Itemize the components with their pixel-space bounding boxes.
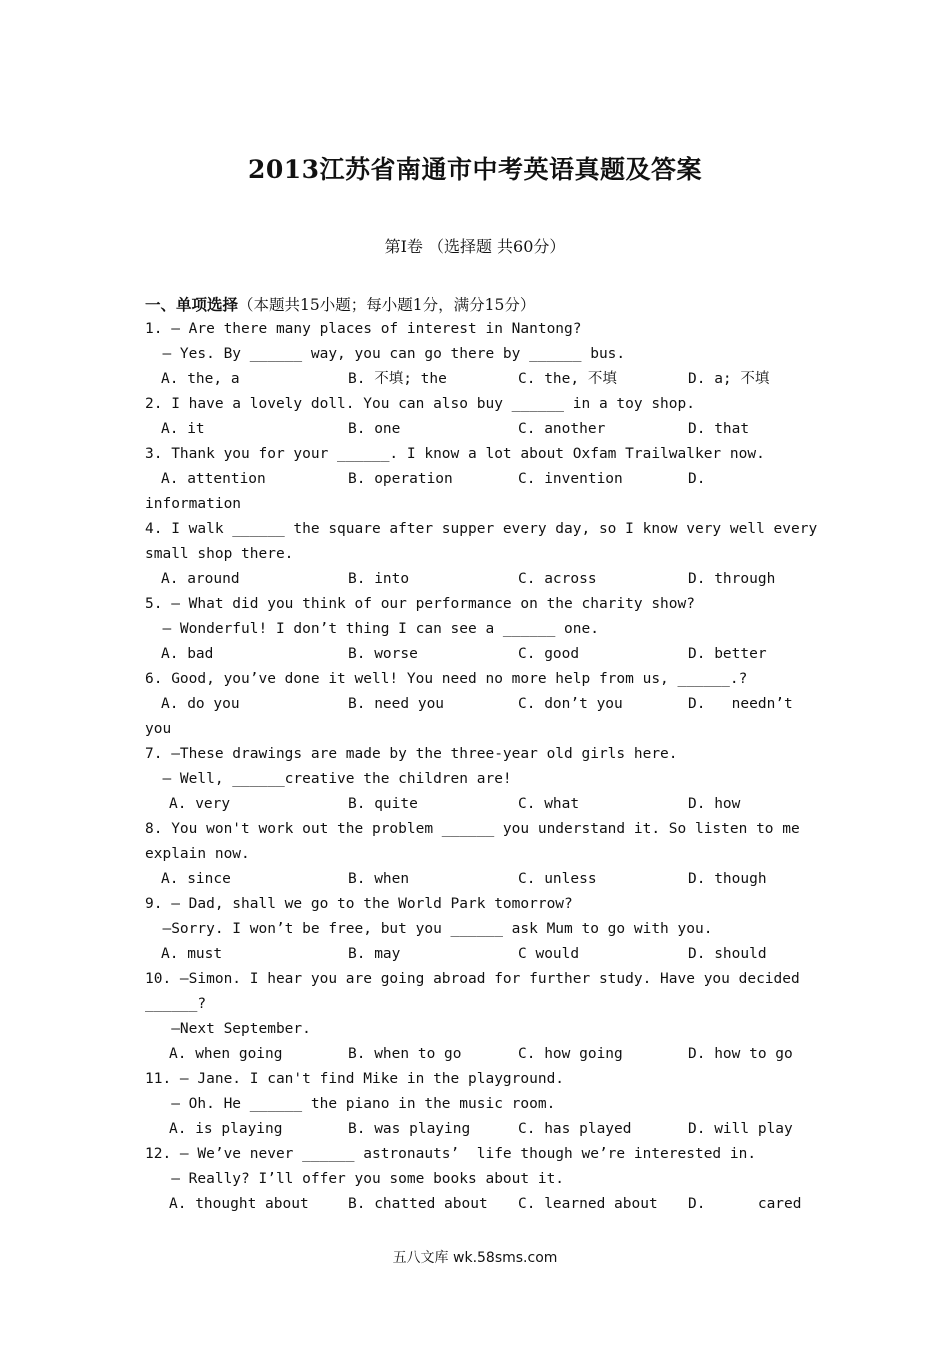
- question-item: [145, 817, 807, 892]
- question-item: [145, 667, 807, 742]
- option-a: A. do you: [161, 696, 240, 712]
- document-title: 2013江苏省南通市中考英语真题及答案: [247, 155, 703, 184]
- option-d: D. a; 不填: [688, 371, 770, 387]
- option-b: B. worse: [348, 646, 418, 662]
- question-stem-line: 8. You won't work out the problem ______ you understand it. So listen to me: [145, 821, 800, 837]
- question-stem-line: 7. —These drawings are made by the three-year old girls here.: [145, 746, 678, 762]
- question-stem-line: 6. Good, you’ve done it well! You need no more help from us, ______.?: [145, 671, 748, 687]
- question-item: [145, 892, 807, 967]
- option-d: D. how: [688, 796, 741, 812]
- option-c: C. learned about: [518, 1196, 658, 1212]
- option-c: C would: [518, 946, 580, 962]
- question-stem-line: 5. — What did you think of our performance on the charity show?: [145, 596, 695, 612]
- option-b: B. quite: [348, 796, 418, 812]
- option-b: B. into: [348, 571, 410, 587]
- option-b: B. when: [348, 871, 410, 887]
- question-stem-line: 1. — Are there many places of interest in Nantong?: [145, 321, 582, 337]
- option-b: B. was playing: [348, 1121, 471, 1137]
- question-item: [145, 1067, 807, 1142]
- option-b: B. may: [348, 946, 401, 962]
- option-a: A. is playing: [169, 1121, 283, 1137]
- question-item: [145, 742, 807, 817]
- section-heading: [145, 293, 535, 315]
- question-item: [145, 1142, 807, 1217]
- option-c: C. the, 不填: [518, 371, 617, 387]
- question-stem-line: small shop there.: [145, 546, 294, 562]
- option-b: B. 不填; the: [348, 371, 447, 387]
- option-c: C. don’t you: [518, 696, 623, 712]
- options-row: [145, 1117, 807, 1142]
- option-d: D.: [688, 471, 706, 487]
- option-d: D. cared: [688, 1196, 802, 1212]
- question-stem-line: — Oh. He ______ the piano in the music room.: [145, 1096, 556, 1112]
- question-stem-line: ______?: [145, 996, 207, 1012]
- question-stem-line: 12. — We’ve never ______ astronauts’ life though we’re interested in.: [145, 1146, 757, 1162]
- option-c: C. good: [518, 646, 580, 662]
- option-a: A. it: [161, 421, 205, 437]
- question-list: [145, 317, 818, 1217]
- question-stem-line: 3. Thank you for your ______. I know a lot about Oxfam Trailwalker now.: [145, 446, 765, 462]
- question-item: [145, 392, 807, 442]
- option-b: B. when to go: [348, 1046, 462, 1062]
- option-c: C. another: [518, 421, 606, 437]
- section-heading-note: （本题共15小题；每小题1分，满分15分）: [238, 296, 536, 314]
- options-row: [145, 1192, 807, 1217]
- option-d: D. will play: [688, 1121, 793, 1137]
- option-c: C. how going: [518, 1046, 623, 1062]
- option-d: D. better: [688, 646, 767, 662]
- options-row: [145, 942, 807, 967]
- options-row: [145, 642, 807, 667]
- options-row: [145, 792, 807, 817]
- option-d: D. how to go: [688, 1046, 793, 1062]
- option-b: B. one: [348, 421, 401, 437]
- option-c: C. invention: [518, 471, 623, 487]
- question-stem-line: —Sorry. I won’t be free, but you ______ ask Mum to go with you.: [145, 921, 713, 937]
- options-row: [145, 1042, 807, 1067]
- question-stem-line: 10. —Simon. I hear you are going abroad for further study. Have you decided: [145, 971, 800, 987]
- options-row: [145, 567, 807, 592]
- option-b: B. need you: [348, 696, 445, 712]
- volume-subtitle: 第Ⅰ卷 （选择题 共60分）: [384, 237, 566, 256]
- option-a: A. thought about: [169, 1196, 309, 1212]
- option-a: A. attention: [161, 471, 266, 487]
- options-row: [145, 367, 807, 392]
- option-a: A. very: [169, 796, 231, 812]
- question-stem-line: 4. I walk ______ the square after supper every day, so I know very well every: [145, 521, 818, 537]
- question-stem-line: — Wonderful! I don’t thing I can see a ______ one.: [145, 621, 599, 637]
- question-item: [145, 592, 807, 667]
- question-stem-line: 11. — Jane. I can't find Mike in the playground.: [145, 1071, 565, 1087]
- option-a: A. the, a: [161, 371, 240, 387]
- option-b: B. operation: [348, 471, 453, 487]
- option-a: A. since: [161, 871, 231, 887]
- option-d: D. needn’t: [688, 696, 793, 712]
- option-c: C. what: [518, 796, 580, 812]
- option-wrap-line: information: [145, 496, 242, 512]
- option-d: D. that: [688, 421, 750, 437]
- option-a: A. around: [161, 571, 240, 587]
- question-stem-line: 9. — Dad, shall we go to the World Park tomorrow?: [145, 896, 573, 912]
- question-stem-line: —Next September.: [145, 1021, 311, 1037]
- question-stem-line: — Really? I’ll offer you some books about it.: [145, 1171, 565, 1187]
- options-row: [145, 417, 807, 442]
- option-a: A. must: [161, 946, 223, 962]
- option-c: C. has played: [518, 1121, 632, 1137]
- option-d: D. though: [688, 871, 767, 887]
- question-stem-line: explain now.: [145, 846, 250, 862]
- option-wrap-line: you: [145, 721, 172, 737]
- option-c: C. unless: [518, 871, 597, 887]
- footer-watermark: 五八文库 wk.58sms.com: [392, 1250, 558, 1266]
- question-stem-line: — Well, ______creative the children are!: [145, 771, 512, 787]
- option-a: A. bad: [161, 646, 214, 662]
- question-item: [145, 967, 807, 1067]
- question-stem-line: — Yes. By ______ way, you can go there by ______ bus.: [145, 346, 626, 362]
- options-row: [145, 692, 807, 717]
- options-row: [145, 467, 807, 492]
- option-a: A. when going: [169, 1046, 283, 1062]
- options-row: [145, 867, 807, 892]
- question-item: [145, 517, 818, 592]
- option-d: D. through: [688, 571, 776, 587]
- option-c: C. across: [518, 571, 597, 587]
- option-d: D. should: [688, 946, 767, 962]
- question-stem-line: 2. I have a lovely doll. You can also buy ______ in a toy shop.: [145, 396, 695, 412]
- option-b: B. chatted about: [348, 1196, 488, 1212]
- question-item: [145, 317, 807, 392]
- question-item: [145, 442, 807, 517]
- section-heading-bold: 一、单项选择: [145, 295, 239, 314]
